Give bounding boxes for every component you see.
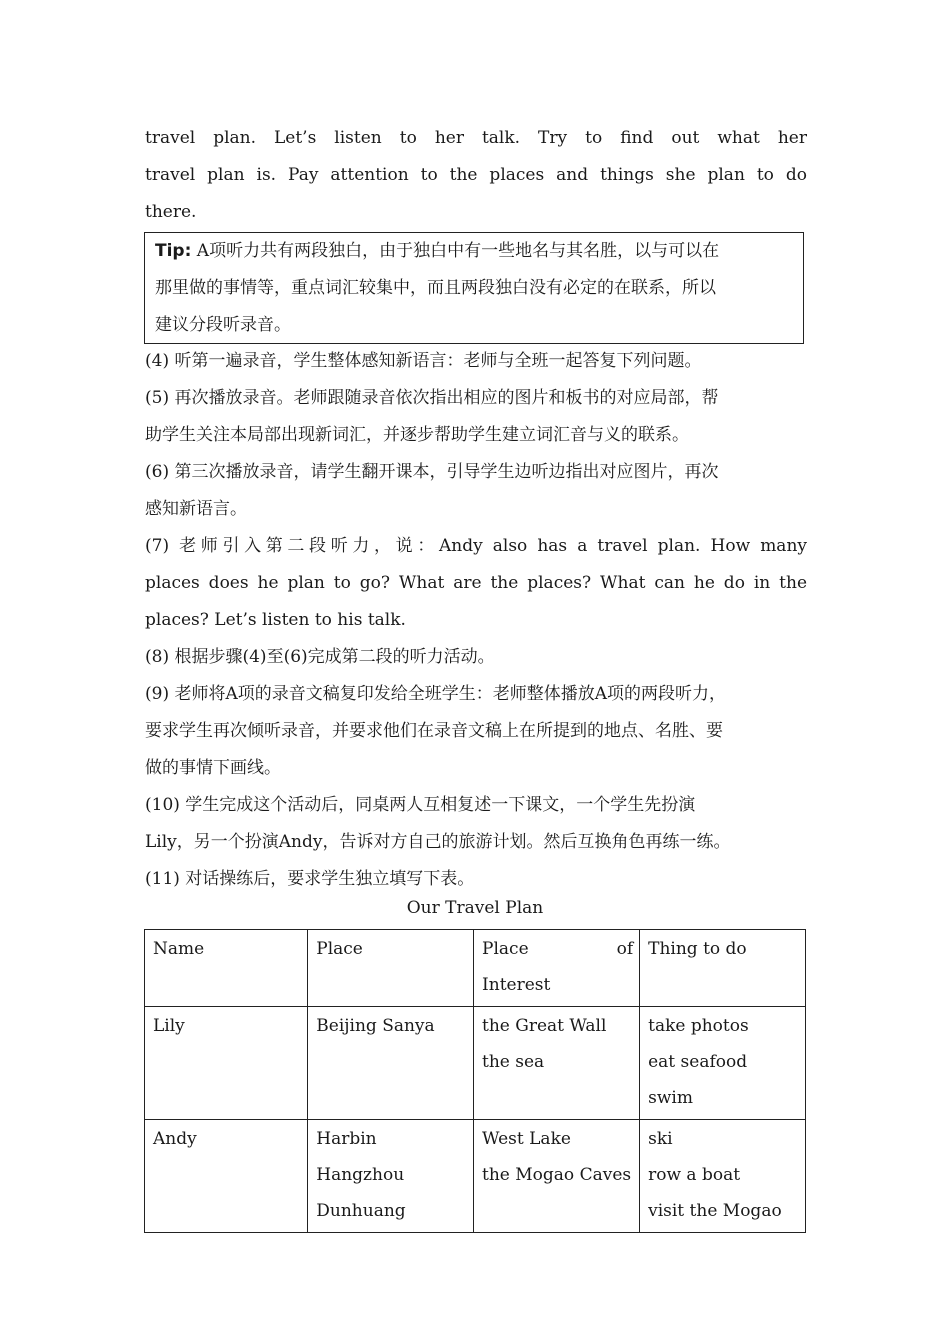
cell-place: Beijing Sanya [308, 1007, 474, 1120]
intro-paragraph [145, 120, 807, 231]
step-7-line-1: (7) 老师引入第二段听力，说：Andy also has a travel plan. How many [145, 536, 807, 556]
intro-line-2: travel plan is. Pay attention to the places and things she plan to do [145, 165, 807, 185]
tip-box [144, 232, 804, 344]
steps-list [145, 343, 807, 898]
travel-plan-table [144, 929, 806, 1233]
table-caption: Our Travel Plan [406, 898, 544, 918]
cell-interest: West Lake the Mogao Caves [474, 1120, 640, 1233]
step-4: (4) 听第一遍录音，学生整体感知新语言：老师与全班一起答复下列问题。 [145, 351, 702, 371]
header-name: Name [145, 930, 308, 1007]
step-5-line-1: (5) 再次播放录音。老师跟随录音依次指出相应的图片和板书的对应局部，帮 [145, 388, 719, 408]
intro-line-3: there. [145, 202, 197, 222]
header-place-word: Place [482, 939, 529, 959]
intro-line-1: travel plan. Let’s listen to her talk. Try to find out what her [145, 128, 807, 148]
table-row [145, 1007, 806, 1120]
step-5-line-2: 助学生关注本局部出现新词汇，并逐步帮助学生建立词汇音与义的联系。 [145, 425, 689, 445]
header-place-of-interest [474, 930, 640, 1007]
header-of-word: of [616, 939, 634, 959]
header-place: Place [308, 930, 474, 1007]
table-row [145, 1120, 806, 1233]
cell-todo: take photos eat seafood swim [640, 1007, 806, 1120]
tip-label: Tip: [155, 241, 192, 261]
cell-todo: ski row a boat visit the Mogao [640, 1120, 806, 1233]
step-7-line-3: places? Let’s listen to his talk. [145, 610, 406, 630]
step-11: (11) 对话操练后，要求学生独立填写下表。 [145, 869, 475, 889]
step-8: (8) 根据步骤(4)至(6)完成第二段的听力活动。 [145, 647, 495, 667]
cell-place: Harbin Hangzhou Dunhuang [308, 1120, 474, 1233]
header-interest-word: Interest [482, 975, 551, 995]
tip-line-2: 那里做的事情等，重点词汇较集中，而且两段独白没有必定的在联系，所以 [155, 278, 716, 298]
header-thing-to-do: Thing to do [640, 930, 806, 1007]
tip-text-1: A项听力共有两段独白，由于独白中有一些地名与其名胜，以与可以在 [191, 241, 720, 261]
tip-line-1 [155, 233, 793, 270]
step-6-line-2: 感知新语言。 [145, 499, 247, 519]
step-10-line-2: Lily，另一个扮演Andy，告诉对方自己的旅游计划。然后互换角色再练一练。 [145, 832, 731, 852]
step-6-line-1: (6) 第三次播放录音，请学生翻开课本，引导学生边听边指出对应图片，再次 [145, 462, 719, 482]
cell-name: Andy [145, 1120, 308, 1233]
tip-line-3: 建议分段听录音。 [155, 315, 291, 335]
step-9-line-1: (9) 老师将A项的录音文稿复印发给全班学生：老师整体播放A项的两段听力， [145, 684, 727, 704]
step-9-line-2: 要求学生再次倾听录音，并要求他们在录音文稿上在所提到的地点、名胜、要 [145, 721, 723, 741]
step-10-line-1: (10) 学生完成这个活动后，同桌两人互相复述一下课文，一个学生先扮演 [145, 795, 696, 815]
cell-interest: the Great Wall the sea [474, 1007, 640, 1120]
table-header-row [145, 930, 806, 1007]
step-9-line-3: 做的事情下画线。 [145, 758, 281, 778]
cell-name: Lily [145, 1007, 308, 1120]
step-7-line-2: places does he plan to go? What are the places? What can he do in the [145, 573, 807, 593]
